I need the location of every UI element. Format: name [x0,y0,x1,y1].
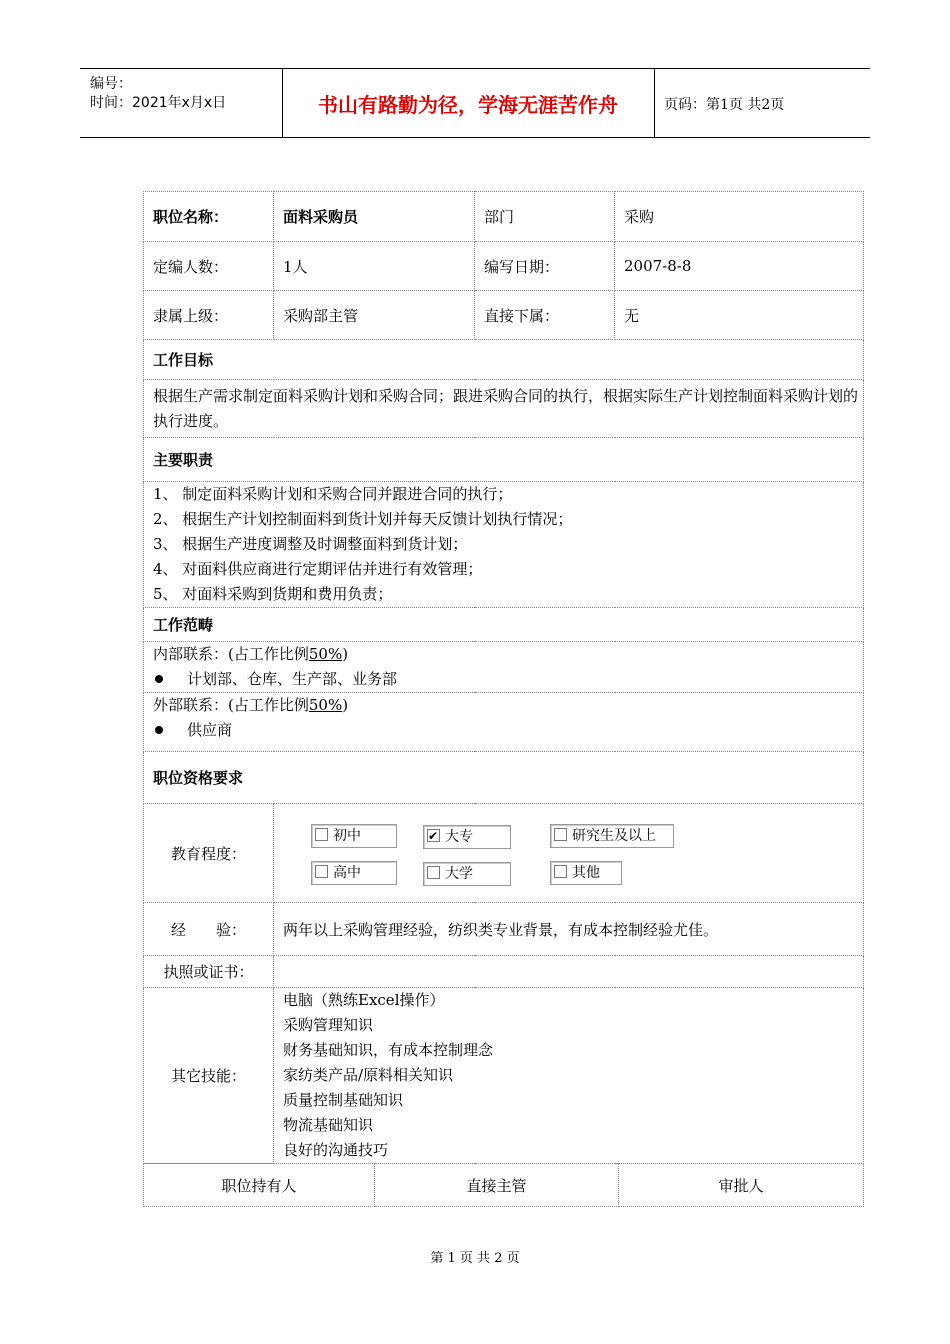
external-close: ) [342,696,349,714]
date-value: 2007-8-8 [615,242,864,291]
external-items: 供应商 [187,721,233,739]
duty-item: 1、 制定面料采购计划和采购合同并跟进合同的执行； [153,485,513,503]
superior-value: 采购部主管 [274,291,475,340]
signature-supervisor: 直接主管 [375,1164,619,1207]
duty-item: 4、 对面料供应商进行定期评估并进行有效管理； [153,560,483,578]
job-title-label: 职位名称： [144,192,274,242]
skill-item: 物流基础知识 [283,1116,374,1134]
checkbox-icon[interactable] [554,865,567,878]
education-option-college[interactable] [423,825,511,849]
duties-heading: 主要职责 [144,438,864,482]
checkbox-icon[interactable] [315,828,328,841]
internal-close: ) [342,645,349,663]
checkbox-icon[interactable] [554,828,567,841]
education-label: 教育程度： [144,804,274,903]
education-option-label: 大专 [445,829,473,845]
education-option-label: 初中 [333,828,361,844]
headcount-label: 定编人数： [144,242,274,291]
number-label: 编号： [90,76,132,92]
time-label: 时间：2021年x月x日 [90,95,227,111]
skill-item: 财务基础知识，有成本控制理念 [283,1041,494,1059]
skill-item: 采购管理知识 [283,1016,374,1034]
header-meta [80,69,283,137]
education-options [274,804,864,903]
duties-list [144,482,864,608]
skills-label: 其它技能： [144,988,274,1164]
education-option-university[interactable] [423,862,511,886]
dept-label: 部门 [475,192,615,242]
skill-item: 电脑（熟练Excel操作） [283,991,445,1009]
skill-item: 质量控制基础知识 [283,1091,404,1109]
qualifications-heading: 职位资格要求 [144,752,864,804]
education-option-label: 大学 [445,866,473,882]
signature-approver: 审批人 [619,1164,864,1207]
education-option-junior-high[interactable] [311,824,397,848]
checkbox-icon[interactable] [315,865,328,878]
job-description-table [143,191,864,1164]
page-header [80,68,870,138]
header-page-info: 页码：第1页 共2页 [664,97,785,113]
internal-contacts [144,642,864,693]
duty-item: 3、 根据生产进度调整及时调整面料到货计划； [153,535,468,553]
education-option-high-school[interactable] [311,861,397,885]
internal-pct: 50% [308,645,343,663]
skill-item: 良好的沟通技巧 [283,1141,389,1159]
job-title-value: 面料采购员 [274,192,475,242]
experience-label: 经 验： [144,903,274,956]
license-label: 执照或证书： [144,956,274,988]
signature-holder: 职位持有人 [144,1164,375,1207]
external-label: 外部联系：(占工作比例 [153,696,309,714]
skill-item: 家纺类产品/原料相关知识 [283,1066,454,1084]
checkbox-icon[interactable] [427,866,440,879]
checked-checkbox-icon[interactable] [427,829,440,842]
signature-table [143,1163,864,1207]
subordinate-value: 无 [615,291,864,340]
education-option-label: 其他 [572,865,600,881]
dept-value: 采购 [615,192,864,242]
internal-items: 计划部、仓库、生产部、业务部 [187,670,398,688]
skills-list [274,988,864,1164]
license-value [274,956,864,988]
header-motto: 书山有路勤为径，学海无涯苦作舟 [282,69,655,137]
education-option-other[interactable] [550,861,622,885]
experience-value: 两年以上采购管理经验，纺织类专业背景，有成本控制经验尤佳。 [274,903,864,956]
education-option-postgraduate[interactable] [550,824,674,848]
superior-label: 隶属上级： [144,291,274,340]
goal-heading: 工作目标 [144,340,864,380]
subordinate-label: 直接下属： [475,291,615,340]
internal-label: 内部联系：(占工作比例 [153,645,309,663]
goal-text: 根据生产需求制定面料采购计划和采购合同；跟进采购合同的执行，根据实际生产计划控制面料采购计划的执行进度。 [144,380,864,438]
education-option-label: 研究生及以上 [572,828,656,844]
date-label: 编写日期： [475,242,615,291]
scope-heading: 工作范畴 [144,608,864,642]
bullet-icon [155,675,163,683]
duty-item: 2、 根据生产计划控制面料到货计划并每天反馈计划执行情况； [153,510,573,528]
duty-item: 5、 对面料采购到货期和费用负责； [153,585,393,603]
headcount-value: 1人 [274,242,475,291]
education-option-label: 高中 [333,865,361,881]
page-footer: 第 1 页 共 2 页 [430,1251,520,1266]
external-pct: 50% [308,696,343,714]
bullet-icon [155,726,163,734]
external-contacts [144,693,864,752]
